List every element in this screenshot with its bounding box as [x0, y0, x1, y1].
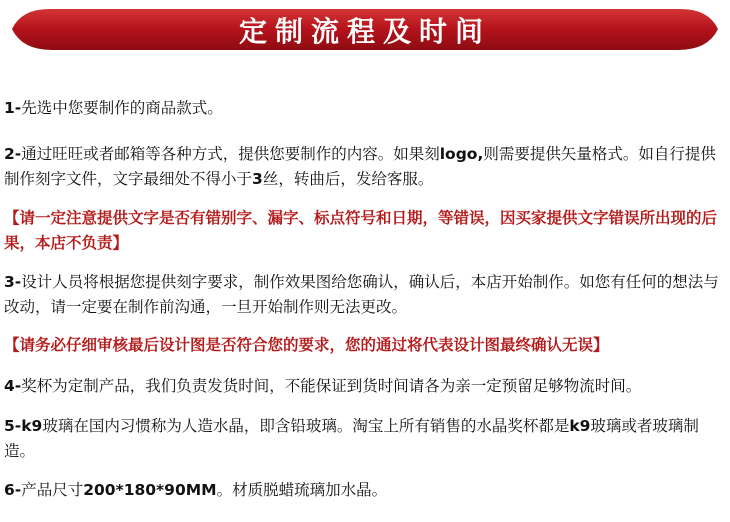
step-number: 4- [4, 377, 22, 395]
step-1 [4, 96, 223, 121]
step-text: 产品尺寸 [21, 481, 84, 499]
step-text: 则需要提供矢量格式。如自行提供制作刻字文件，文字最细处不得小于 [4, 145, 716, 188]
step-bold: logo, [439, 145, 484, 163]
step-number: 6- [4, 481, 22, 499]
step-text: 设计人员将根据您提供刻字要求，制作效果图给您确认，确认后，本店开始制作。如您有任何的想法与改动，请一定要在制作前沟通，一旦开始制作则无法更改。 [4, 273, 719, 316]
title-banner [12, 6, 718, 53]
step-bold: k9 [569, 417, 591, 435]
step-text: 。材质脱蜡琉璃加水晶。 [216, 481, 388, 499]
step-number: 1- [4, 99, 22, 117]
step-bold: 200*180*90MM [83, 481, 217, 499]
step-6 [4, 478, 387, 503]
step-bold: k9 [21, 417, 43, 435]
step-4 [4, 374, 641, 399]
step-number: 5- [4, 417, 22, 435]
step-text: 通过旺旺或者邮箱等各种方式，提供您要制作的内容。如果刻 [21, 145, 440, 163]
warning-design-approval: 【请务必仔细审核最后设计图是否符合您的要求，您的通过将代表设计图最终确认无误】 [4, 336, 609, 354]
step-bold: 3 [252, 170, 263, 188]
step-2 [4, 142, 720, 192]
step-3 [4, 270, 720, 320]
step-text: 奖杯为定制产品，我们负责发货时间，不能保证到货时间请各为亲一定预留足够物流时间。 [21, 377, 642, 395]
step-text: 丝，转曲后，发给客服。 [262, 170, 434, 188]
step-text: 先选中您要制作的商品款式。 [21, 99, 223, 117]
step-5 [4, 414, 720, 464]
step-text: 玻璃在国内习惯称为人造水晶，即含铅玻璃。淘宝上所有销售的水晶奖杯都是 [42, 417, 570, 435]
step-text: 玻璃或者玻璃制造。 [4, 417, 699, 460]
step-number: 2- [4, 145, 22, 163]
step-number: 3- [4, 273, 22, 291]
warning-text-errors: 【请一定注意提供文字是否有错别字、漏字、标点符号和日期，等错误，因买家提供文字错误所出现的后果，本店不负责】 [4, 209, 718, 252]
page-title: 定制流程及时间 [238, 14, 491, 48]
